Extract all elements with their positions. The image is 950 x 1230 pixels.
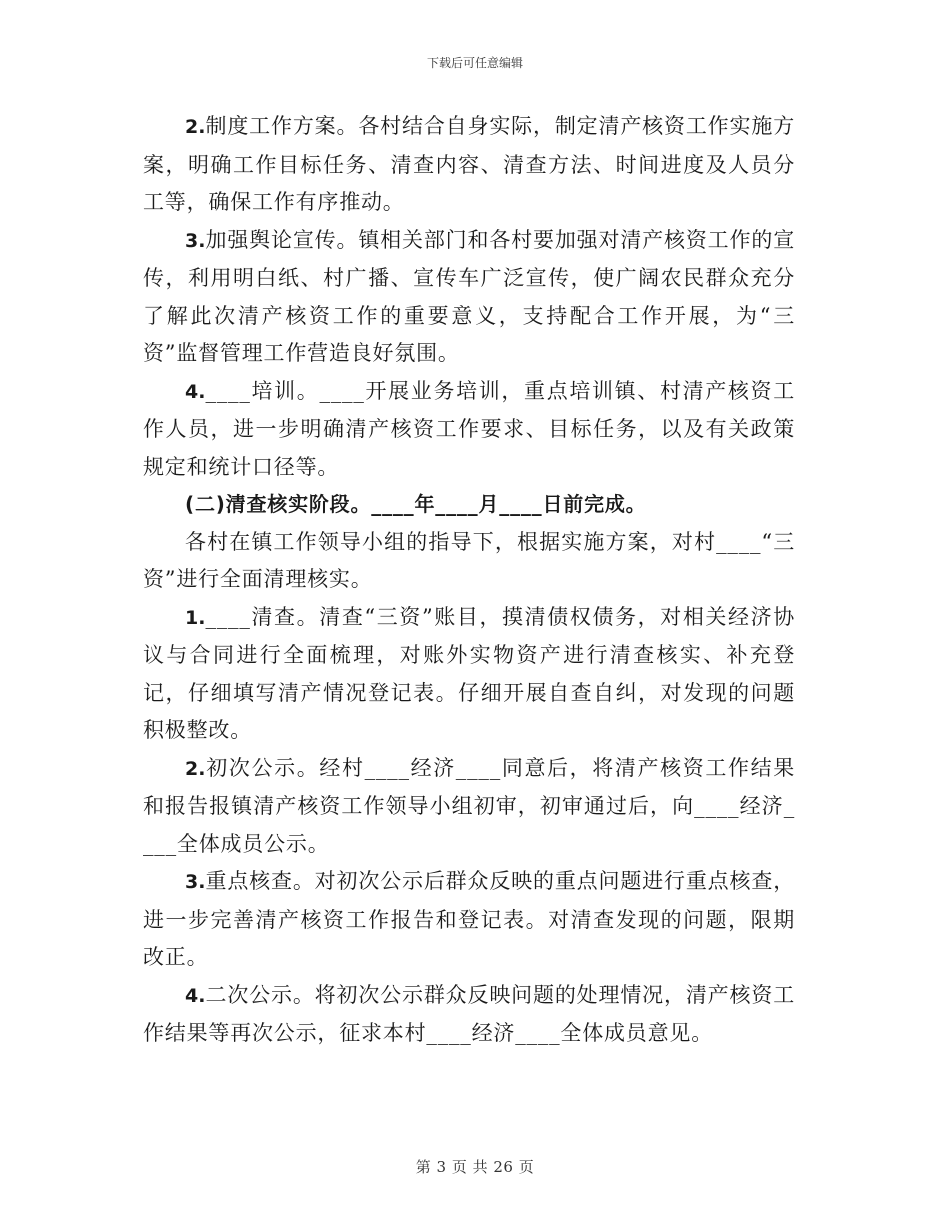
paragraph-publicity — [143, 222, 795, 373]
section-heading-text: (二)清查核实阶段。____年____月____日前完成。 — [185, 492, 647, 516]
paragraph-text: 制度工作方案。各村结合自身实际，制定清产核资工作实施方案，明确工作目标任务、清查内容、清查方法、时间进度及人员分工等，确保工作有序推动。 — [143, 114, 795, 214]
paragraph-text: 初次公示。经村____经济____同意后，将清产核资工作结果和报告报镇清产核资工作领导小组初审，初审通过后，向____经济____全体成员公示。 — [143, 755, 795, 856]
paragraph-key-check — [143, 863, 795, 977]
paragraph-first-notice — [143, 750, 795, 864]
paragraph-number: 1. — [185, 606, 206, 629]
paragraph-training — [143, 373, 795, 487]
section-heading-verification — [143, 486, 795, 524]
paragraph-number: 4. — [185, 984, 206, 1007]
paragraph-number: 3. — [185, 229, 206, 252]
paragraph-inventory — [143, 599, 795, 750]
paragraph-number: 2. — [185, 757, 206, 780]
paragraph-text: 二次公示。将初次公示群众反映问题的处理情况，清产核资工作结果等再次公示，征求本村____经济____全体成员意见。 — [143, 982, 795, 1045]
paragraph-number: 3. — [185, 871, 206, 893]
paragraph-number: 4. — [185, 380, 206, 403]
document-body — [143, 108, 795, 1053]
paragraph-plan — [143, 108, 795, 222]
paragraph-second-notice — [143, 977, 795, 1053]
paragraph-intro — [143, 524, 795, 599]
paragraph-text: 重点核查。对初次公示后群众反映的重点问题进行重点核查，进一步完善清产核资工作报告和登记表。对清查发现的问题，限期改正。 — [143, 869, 795, 969]
page-header: 下载后可任意编辑 — [426, 56, 523, 70]
page-footer: 第 3 页 共 26 页 — [415, 1158, 535, 1176]
paragraph-number: 2. — [185, 116, 206, 138]
paragraph-text: 加强舆论宣传。镇相关部门和各村要加强对清产核资工作的宣传，利用明白纸、村广播、宣传车广泛宣传，使广阔农民群众充分了解此次清产核资工作的重要意义，支持配合工作开展，为“三资”监督管理工作营造良好氛围。 — [143, 227, 795, 365]
paragraph-text: 各村在镇工作领导小组的指导下，根据实施方案，对村____“三资”进行全面清理核实。 — [143, 529, 795, 591]
paragraph-text: ____培训。____开展业务培训，重点培训镇、村清产核资工作人员，进一步明确清产核资工作要求、目标任务，以及有关政策规定和统计口径等。 — [143, 378, 795, 479]
paragraph-text: ____清查。清查“三资”账目，摸清债权债务，对相关经济协议与合同进行全面梳理，对账外实物资产进行清查核实、补充登记，仔细填写清产情况登记表。仔细开展自查自纠，对发现的问题积极整改。 — [143, 604, 795, 742]
